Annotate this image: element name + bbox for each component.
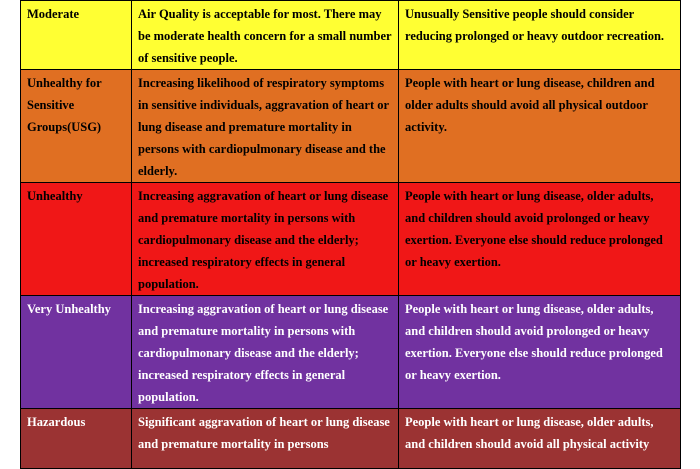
health-effects-cell: Air Quality is acceptable for most. There may be moderate health concern for a small number of sensitive people.	[132, 1, 399, 70]
table-row-unhealthy	[21, 183, 681, 296]
category-cell: Unhealthy for Sensitive Groups(USG)	[21, 70, 132, 183]
table-row-moderate	[21, 1, 681, 70]
category-cell: Unhealthy	[21, 183, 132, 296]
health-effects-cell: Increasing aggravation of heart or lung disease and premature mortality in persons with cardiopulmonary disease and the elderly; increased respiratory effects in general population.	[132, 296, 399, 409]
air-quality-table	[20, 0, 681, 469]
health-effects-cell: Increasing aggravation of heart or lung disease and premature mortality in persons with cardiopulmonary disease and the elderly; increased respiratory effects in general population.	[132, 183, 399, 296]
category-cell: Moderate	[21, 1, 132, 70]
category-cell: Hazardous	[21, 409, 132, 469]
precautions-cell: People with heart or lung disease, children and older adults should avoid all physical outdoor activity.	[399, 70, 681, 183]
precautions-cell: People with heart or lung disease, older adults, and children should avoid prolonged or heavy exertion. Everyone else should reduce prolonged or heavy exertion.	[399, 183, 681, 296]
precautions-cell: People with heart or lung disease, older adults, and children should avoid all physical activity	[399, 409, 681, 469]
precautions-cell: People with heart or lung disease, older adults, and children should avoid prolonged or heavy exertion. Everyone else should reduce prolonged or heavy exertion.	[399, 296, 681, 409]
category-cell: Very Unhealthy	[21, 296, 132, 409]
precautions-cell: Unusually Sensitive people should consider reducing prolonged or heavy outdoor recreation.	[399, 1, 681, 70]
health-effects-cell: Significant aggravation of heart or lung disease and premature mortality in persons	[132, 409, 399, 469]
table-row-hazardous	[21, 409, 681, 469]
health-effects-cell: Increasing likelihood of respiratory symptoms in sensitive individuals, aggravation of heart or lung disease and premature mortality in persons with cardiopulmonary disease and the elderly.	[132, 70, 399, 183]
table-row-very-unhealthy	[21, 296, 681, 409]
table-row-usg	[21, 70, 681, 183]
